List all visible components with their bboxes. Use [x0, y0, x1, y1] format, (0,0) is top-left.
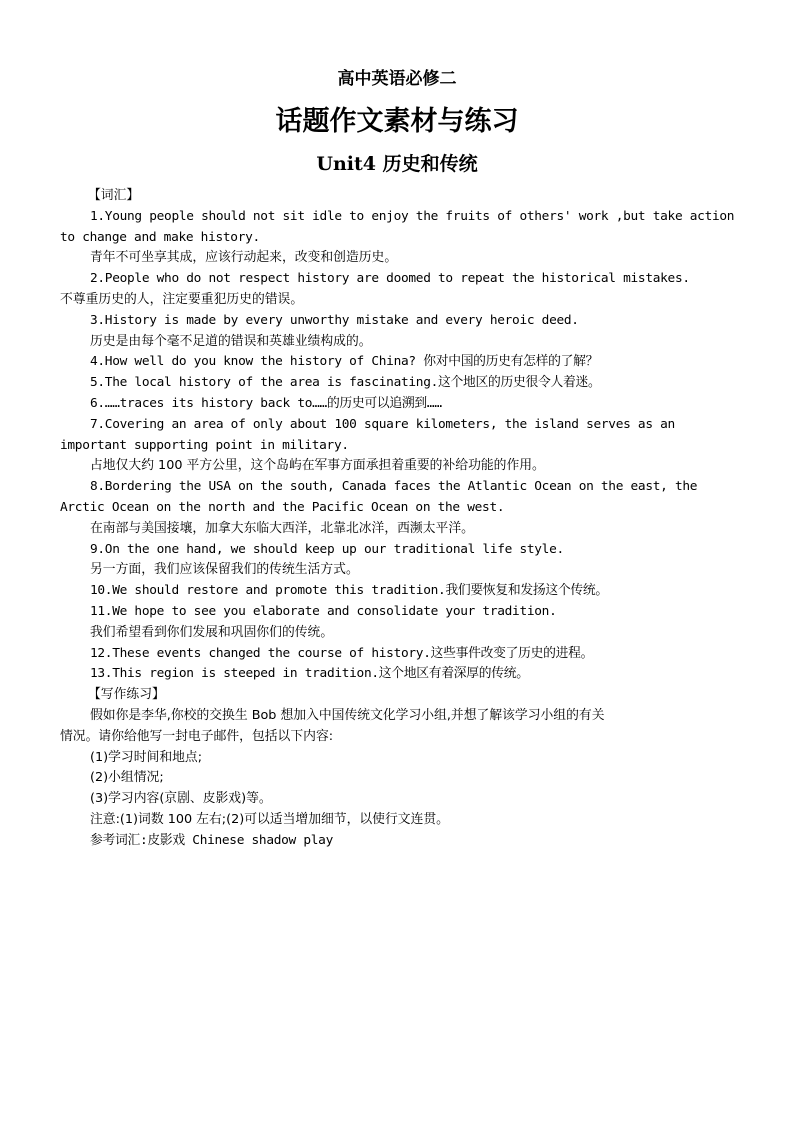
vocab-item-8-en-cont: Arctic Ocean on the north and the Pacific Ocean on the west. — [60, 499, 505, 515]
writing-note: 注意:(1)词数 100 左右;(2)可以适当增加细节，以使行文连贯。 — [90, 811, 449, 827]
unit-title: Unit4 历史和传统 — [316, 153, 478, 175]
vocab-item-8-en: 8.Bordering the USA on the south, Canada faces the Atlantic Ocean on the east, the — [90, 479, 698, 495]
vocab-item-8-cn: 在南部与美国接壤，加拿大东临大西洋，北靠北冰洋，西濒太平洋。 — [90, 520, 474, 536]
vocab-item-2-cn: 不尊重历史的人，注定要重犯历史的错误。 — [60, 291, 304, 307]
vocab-section-label: 【词汇】 — [88, 188, 140, 203]
vocab-item-13: 13.This region is steeped in tradition.这个地区有着深厚的传统。 — [90, 666, 529, 682]
writing-prompt-cont: 情况。请你给他写一封电子邮件，包括以下内容: — [60, 728, 334, 744]
writing-section-label: 【写作练习】 — [88, 687, 165, 703]
writing-point-1: (1)学习时间和地点; — [90, 749, 203, 765]
course-title: 高中英语必修二 — [337, 69, 457, 89]
vocab-item-1-en-cont: to change and make history. — [60, 229, 260, 245]
vocab-item-7-en-cont: important supporting point in military. — [60, 437, 349, 453]
vocab-item-9-cn: 另一方面，我们应该保留我们的传统生活方式。 — [90, 562, 359, 578]
vocab-item-7-en: 7.Covering an area of only about 100 square kilometers, the island serves as an — [90, 416, 675, 432]
document-title: 话题作文素材与练习 — [275, 106, 519, 137]
vocab-item-11-cn: 我们希望看到你们发展和巩固你们的传统。 — [90, 624, 334, 640]
vocab-item-4: 4.How well do you know the history of China? 你对中国的历史有怎样的了解？ — [90, 354, 599, 370]
vocab-item-3-cn: 历史是由每个毫不足道的错误和英雄业绩构成的。 — [90, 333, 372, 349]
writing-reference-vocab: 参考词汇:皮影戏 Chinese shadow play — [90, 832, 333, 848]
vocab-item-2-en: 2.People who do not respect history are doomed to repeat the historical mistakes. — [90, 271, 690, 287]
document-body — [60, 186, 736, 852]
vocab-item-11-en: 11.We hope to see you elaborate and consolidate your tradition. — [90, 603, 557, 619]
writing-point-3: (3)学习内容(京剧、皮影戏)等。 — [90, 791, 272, 807]
vocab-item-5: 5.The local history of the area is fascinating.这个地区的历史很令人着迷。 — [90, 375, 601, 391]
writing-point-2: (2)小组情况; — [90, 770, 164, 786]
vocab-item-6: 6.……traces its history back to……的历史可以追溯到…… — [90, 395, 442, 411]
vocab-item-10: 10.We should restore and promote this tradition.我们要恢复和发扬这个传统。 — [90, 583, 608, 599]
vocab-item-9-en: 9.On the one hand, we should keep up our traditional life style. — [90, 541, 564, 557]
vocab-item-1-cn: 青年不可坐享其成，应该行动起来，改变和创造历史。 — [90, 250, 398, 266]
writing-prompt: 假如你是李华,你校的交换生 Bob 想加入中国传统文化学习小组,并想了解该学习小组的有关 — [90, 707, 605, 723]
vocab-item-7-cn: 占地仅大约 100 平方公里，这个岛屿在军事方面承担着重要的补给功能的作用。 — [90, 458, 545, 474]
vocab-item-12: 12.These events changed the course of history.这些事件改变了历史的进程。 — [90, 645, 594, 661]
vocab-item-3-en: 3.History is made by every unworthy mistake and every heroic deed. — [90, 312, 579, 328]
vocab-item-1-en: 1.Young people should not sit idle to enjoy the fruits of others' work ,but take action — [90, 208, 735, 224]
